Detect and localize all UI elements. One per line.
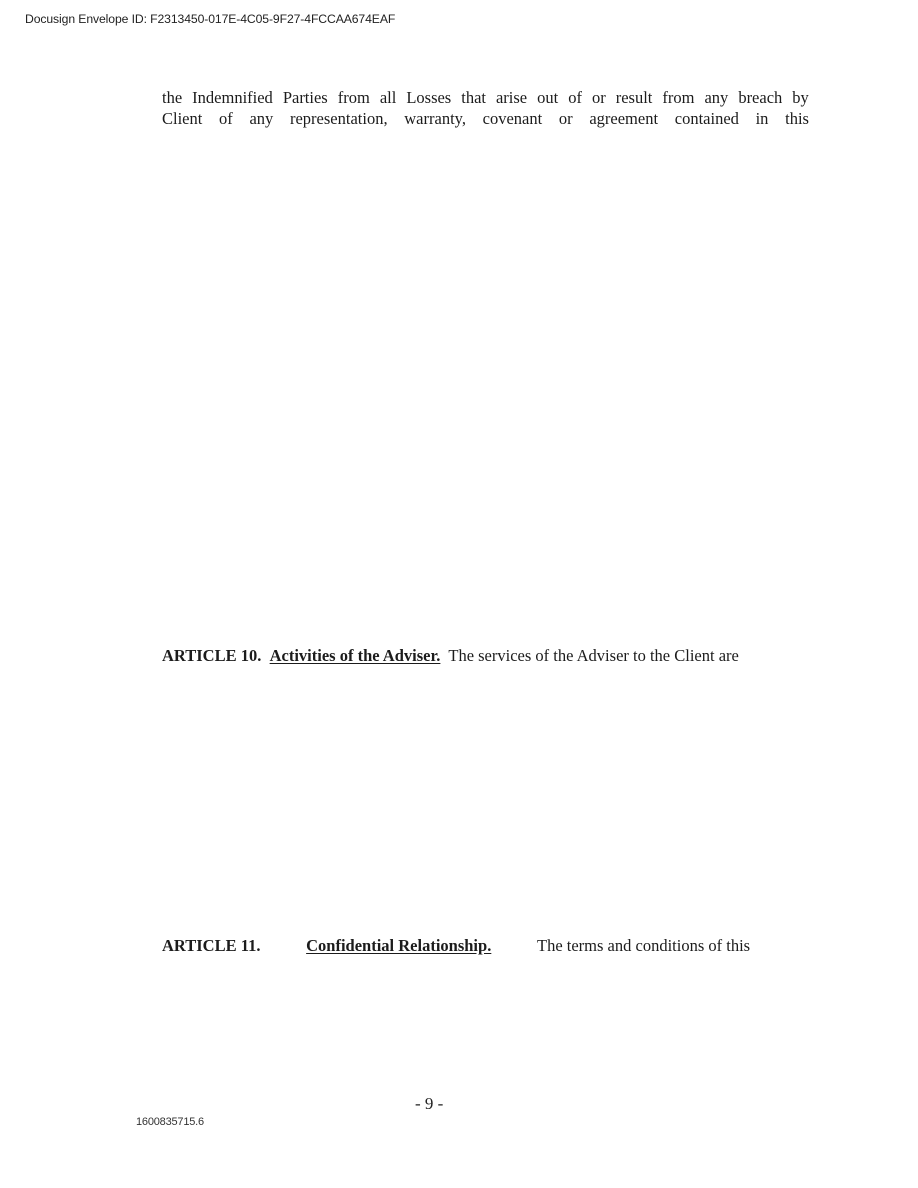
word	[675, 109, 739, 130]
page-number: - 9 -	[415, 1094, 444, 1113]
word	[338, 88, 370, 109]
word	[406, 88, 451, 109]
word-part: of	[219, 108, 233, 128]
word	[380, 88, 397, 109]
article-10-first-line	[108, 646, 809, 667]
word	[756, 109, 769, 130]
word	[249, 109, 273, 130]
word	[592, 88, 606, 109]
word-part: that	[461, 88, 486, 107]
document-number: 1600835715.6	[136, 1116, 204, 1128]
article-11-heading: ARTICLE 11.	[162, 936, 261, 955]
word	[537, 88, 558, 109]
word	[792, 88, 809, 109]
article-10-title: Activities of the Adviser.	[269, 646, 441, 665]
word-part: this	[785, 108, 809, 128]
word	[283, 88, 328, 109]
word-part: any	[249, 108, 274, 128]
word-part: warranty,	[404, 108, 466, 128]
word-part: of	[568, 88, 582, 107]
word-part: representation,	[289, 108, 388, 128]
word-part: arise	[495, 88, 528, 107]
word-part: from	[662, 88, 695, 107]
word-part: contained	[674, 108, 739, 128]
word	[568, 88, 582, 109]
word-part: Client	[162, 108, 203, 128]
word	[162, 109, 202, 130]
section-9a-continuation	[162, 88, 809, 130]
word-part: Parties	[282, 88, 328, 107]
word	[219, 109, 233, 130]
word-part: agreement	[589, 108, 659, 128]
word	[785, 109, 809, 130]
word-part: breach	[738, 88, 783, 107]
docusign-envelope-id: Docusign Envelope ID: F2313450-017E-4C05-9F27-4FCCAA674EAF	[25, 12, 396, 26]
word	[704, 88, 728, 109]
word	[461, 88, 486, 109]
word-part: result	[615, 88, 653, 107]
word	[559, 109, 573, 130]
word-part: from	[337, 88, 370, 107]
word	[162, 88, 182, 109]
word	[616, 88, 653, 109]
word	[192, 88, 273, 109]
word-part: all	[379, 88, 397, 107]
word-part: Indemnified	[192, 88, 273, 107]
text-line	[162, 109, 809, 130]
word	[738, 88, 782, 109]
word	[290, 109, 388, 130]
article-11-first-line-text: The terms and conditions of this	[537, 936, 751, 955]
article-11-title: Confidential Relationship.	[306, 936, 492, 955]
article-11-first-line	[108, 936, 809, 957]
word-part: or	[558, 108, 573, 128]
word-part: covenant	[482, 108, 543, 128]
word	[496, 88, 527, 109]
word	[404, 109, 466, 130]
word-part: by	[792, 88, 809, 107]
word-part: in	[755, 108, 769, 128]
article-11-confidential-relationship	[108, 936, 809, 957]
word-part: the	[162, 88, 183, 107]
text-line	[162, 88, 809, 109]
word-part: Losses	[406, 88, 452, 107]
word-part: out	[537, 88, 559, 107]
article-10-first-line-text: The services of the Adviser to the Client are	[448, 646, 739, 665]
word	[589, 109, 658, 130]
word-part: or	[591, 88, 606, 107]
article-10-heading: ARTICLE 10.	[162, 646, 262, 665]
word	[483, 109, 543, 130]
word-part: any	[704, 88, 729, 107]
article-10-activities-of-adviser	[108, 646, 809, 667]
word	[662, 88, 694, 109]
